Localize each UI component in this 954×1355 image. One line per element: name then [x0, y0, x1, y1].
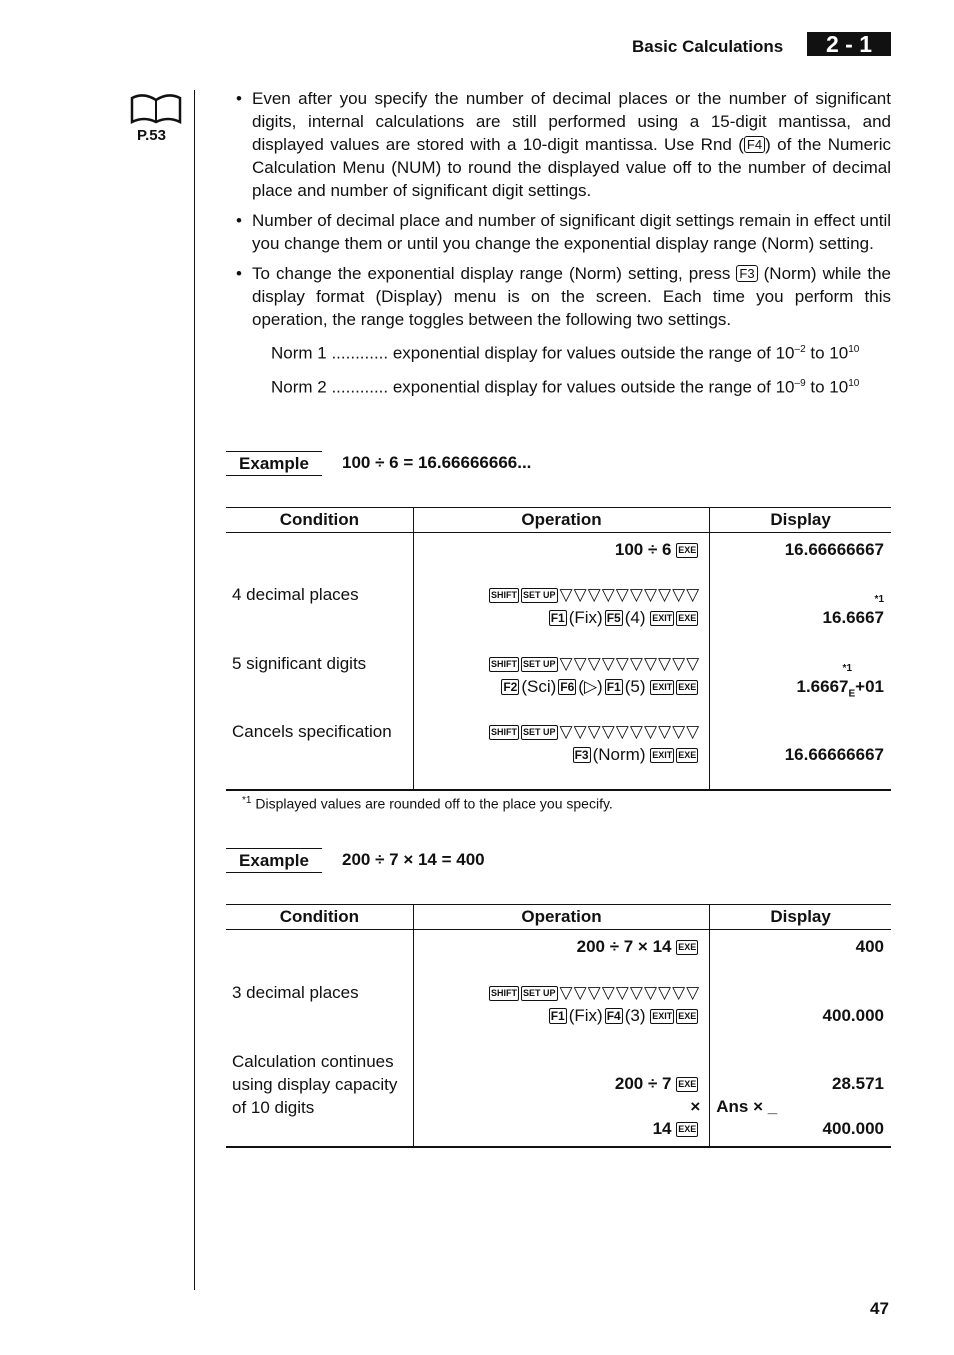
display-value: *1 $1.6667_E+01$	[796, 663, 884, 700]
display-value: Ans × _	[716, 1097, 778, 1116]
margin-rule	[194, 90, 195, 1290]
book-icon	[130, 92, 182, 124]
display-value: 400.000	[822, 1006, 884, 1025]
operation-line: 14 EXE	[652, 1119, 697, 1138]
example-2-heading	[226, 848, 485, 873]
operation-line: F2 (Sci) F6 (▷) F1 (5) EXIT EXE	[503, 677, 697, 696]
condition-cell: Calculation continues using display capacity of 10 digits	[232, 1052, 398, 1117]
operation-line: SHIFT SET UP ▽▽▽▽▽▽▽▽▽▽	[490, 983, 701, 1002]
header-display: Display	[710, 905, 891, 930]
running-header-title: Basic Calculations	[632, 37, 784, 56]
example-label: Example	[226, 848, 322, 873]
condition-cell: Cancels specification	[232, 722, 392, 741]
norm-2-line: Norm 2 ............ exponential display for values outside the range of $10^{-9}$ to $10^{10}$	[271, 377, 860, 397]
page-reference: P.53	[137, 127, 166, 144]
bullet-list	[236, 87, 891, 405]
header-operation: Operation	[413, 508, 710, 533]
display-value: *1 16.6667	[822, 594, 884, 627]
example-expression: 200 ÷ 7 × 14 = 400	[342, 850, 485, 869]
operation-line: F1 (Fix) F4 (3) EXIT EXE	[550, 1006, 697, 1025]
operation-line: F1 (Fix) F5 (4) EXIT EXE	[550, 608, 697, 627]
condition-cell: 5 significant digits	[232, 654, 367, 673]
example-expression: 100 ÷ 6 = 16.66666666...	[342, 453, 532, 472]
display-value: 400	[855, 937, 884, 956]
operation-line: SHIFT SET UP ▽▽▽▽▽▽▽▽▽▽	[490, 585, 701, 604]
condition-cell: 4 decimal places	[232, 585, 359, 604]
operation-line: 200 ÷ 7 × 14 EXE	[576, 937, 697, 956]
f3-key-icon: F3	[736, 265, 757, 282]
page-number: 47	[870, 1299, 889, 1318]
footnote: $^{*1}$ Displayed values are rounded off to the place you specify.	[242, 795, 613, 812]
operation-line: ×	[690, 1097, 701, 1116]
operation-line: SHIFT SET UP ▽▽▽▽▽▽▽▽▽▽	[490, 654, 701, 673]
operation-line: SHIFT SET UP ▽▽▽▽▽▽▽▽▽▽	[490, 722, 701, 741]
example-1-table	[226, 507, 891, 791]
display-value: 16.66666667	[784, 540, 884, 559]
example-1-heading	[226, 451, 532, 476]
display-value: 16.66666667	[784, 745, 884, 764]
display-value: 400.000	[822, 1119, 884, 1138]
operation-line: 200 ÷ 7 EXE	[614, 1074, 697, 1093]
operation-line: F3 (Norm) EXIT EXE	[574, 745, 697, 764]
operation-line: 100 ÷ 6 EXE	[614, 540, 697, 559]
bullet-item: • Even after you specify the number of decimal places or the number of significant digits, internal calculations are still performed using a 15-digit mantissa, and displayed values are stored with a 10-digit mantissa. Use Rnd ( F4 ) of the Numeric Calculation Menu (NUM) to round the displayed value off to the number of decimal place and number of significant digit settings.	[236, 87, 891, 202]
section-badge: 2 - 1	[807, 32, 891, 56]
f4-key-icon: F4	[744, 136, 765, 153]
header-operation: Operation	[413, 905, 710, 930]
bullet-item: • Number of decimal place and number of significant digit settings remain in effect until you change them or until you change the exponential display range (Norm) setting.	[236, 209, 891, 255]
condition-cell: 3 decimal places	[232, 983, 359, 1002]
header-condition: Condition	[226, 508, 413, 533]
bullet-item: • To change the exponential display range (Norm) setting, press F3 (Norm) while the display format (Display) menu is on the screen. Each time you perform this operation, the range toggles between the following two settings.	[236, 262, 891, 331]
example-label: Example	[226, 451, 322, 476]
display-value: 28.571	[832, 1074, 884, 1093]
header-display: Display	[710, 508, 891, 533]
header-condition: Condition	[226, 905, 413, 930]
example-2-table	[226, 904, 891, 1148]
norm-1-line: Norm 1 ............ exponential display for values outside the range of $10^{-2}$ to $10^{10}$	[271, 343, 860, 363]
